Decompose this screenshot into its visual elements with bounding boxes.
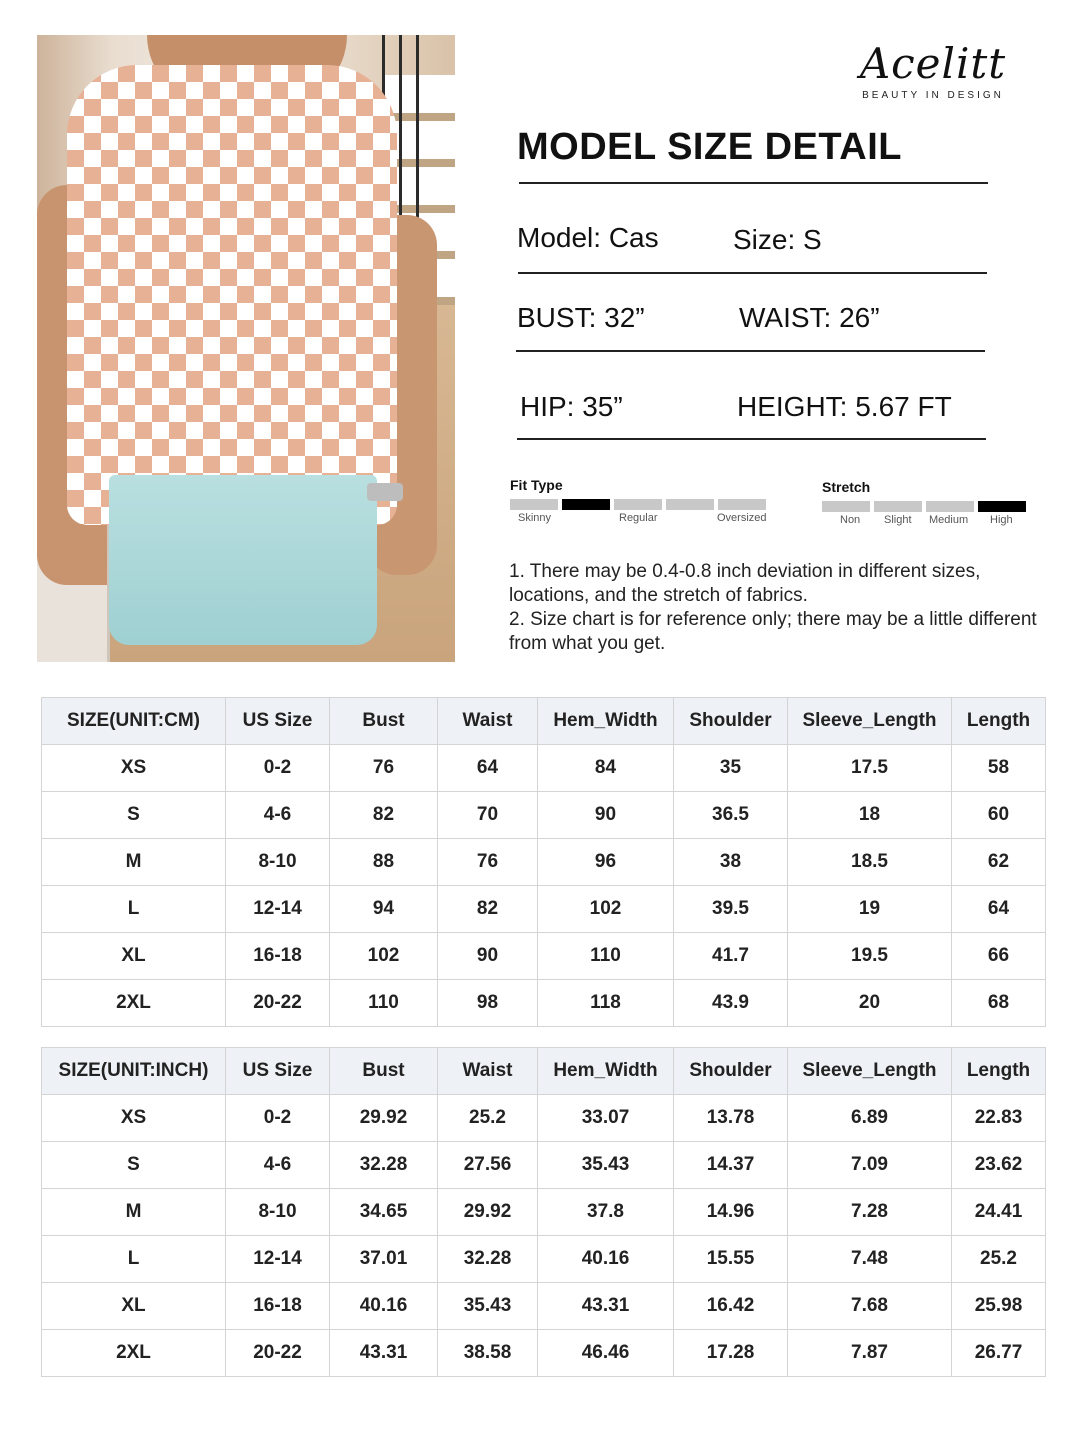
- column-header: Bust: [330, 1048, 438, 1095]
- table-cell: 12-14: [226, 1236, 330, 1283]
- table-cell: 76: [330, 745, 438, 792]
- table-header-row: [42, 1048, 1046, 1095]
- table-cell: 0-2: [226, 1095, 330, 1142]
- model-bust: BUST: 32”: [517, 302, 645, 333]
- fit-type-bars: [510, 499, 770, 510]
- table-row: [42, 933, 1046, 980]
- brand-tagline: BEAUTY IN DESIGN: [862, 90, 1004, 101]
- fit-type-segment: [718, 499, 766, 510]
- divider: [517, 438, 986, 440]
- column-header: US Size: [226, 1048, 330, 1095]
- fit-label-skinny: Skinny: [518, 512, 552, 524]
- divider: [519, 182, 988, 184]
- table-cell: 110: [330, 980, 438, 1027]
- table-cell: 96: [538, 839, 674, 886]
- stretch-segment: [926, 501, 974, 512]
- table-cell: 76: [438, 839, 538, 886]
- table-row: [42, 745, 1046, 792]
- note-2: 2. Size chart is for reference only; there may be a little different from what you get.: [509, 609, 1037, 654]
- table-row: [42, 1236, 1046, 1283]
- table-cell: 20: [788, 980, 952, 1027]
- table-cell: XS: [42, 745, 226, 792]
- size-table-cm: [41, 697, 1046, 1027]
- table-cell: 7.68: [788, 1283, 952, 1330]
- table-cell: 60: [952, 792, 1046, 839]
- table-row: [42, 792, 1046, 839]
- table-cell: 12-14: [226, 886, 330, 933]
- table-cell: 36.5: [674, 792, 788, 839]
- product-photo: [37, 35, 455, 662]
- table-cell: 14.96: [674, 1189, 788, 1236]
- table-cell: 4-6: [226, 792, 330, 839]
- stretch-segment: [822, 501, 870, 512]
- table-cell: L: [42, 886, 226, 933]
- table-cell: 94: [330, 886, 438, 933]
- model-waist: WAIST: 26”: [739, 302, 880, 333]
- fit-type-segment-active: [562, 499, 610, 510]
- table-cell: 26.77: [952, 1330, 1046, 1377]
- note-1: 1. There may be 0.4-0.8 inch deviation in different sizes, locations, and the stretch of fabrics.: [509, 561, 981, 606]
- table-row: [42, 1189, 1046, 1236]
- table-cell: 118: [538, 980, 674, 1027]
- table-cell: 38: [674, 839, 788, 886]
- checkered-tshirt: [67, 65, 397, 525]
- table-cell: 64: [952, 886, 1046, 933]
- table-cell: 70: [438, 792, 538, 839]
- stretch-segment-active: [978, 501, 1026, 512]
- table-cell: 24.41: [952, 1189, 1046, 1236]
- model-height: HEIGHT: 5.67 FT: [737, 391, 952, 422]
- table-cell: 40.16: [538, 1236, 674, 1283]
- table-cell: 43.31: [330, 1330, 438, 1377]
- column-header: Length: [952, 698, 1046, 745]
- brand-logo: [828, 40, 1038, 101]
- column-header: Sleeve_Length: [788, 1048, 952, 1095]
- table-cell: 18.5: [788, 839, 952, 886]
- column-header: Sleeve_Length: [788, 698, 952, 745]
- table-cell: 25.2: [438, 1095, 538, 1142]
- stretch-bars: [822, 501, 1032, 512]
- table-cell: 90: [438, 933, 538, 980]
- column-header: Waist: [438, 698, 538, 745]
- table-cell: 62: [952, 839, 1046, 886]
- table-cell: 37.8: [538, 1189, 674, 1236]
- column-header: Hem_Width: [538, 698, 674, 745]
- table-cell: 27.56: [438, 1142, 538, 1189]
- table-cell: M: [42, 839, 226, 886]
- column-header: SIZE(UNIT:INCH): [42, 1048, 226, 1095]
- table-row: [42, 980, 1046, 1027]
- table-cell: 22.83: [952, 1095, 1046, 1142]
- table-cell: 64: [438, 745, 538, 792]
- section-title: MODEL SIZE DETAIL: [517, 126, 902, 168]
- fit-type-segment: [614, 499, 662, 510]
- table-cell: 2XL: [42, 1330, 226, 1377]
- table-cell: 102: [538, 886, 674, 933]
- stretch-label-medium: Medium: [929, 514, 969, 526]
- fit-type-title: Fit Type: [510, 477, 563, 493]
- stretch-label-slight: Slight: [884, 514, 912, 526]
- table-cell: 46.46: [538, 1330, 674, 1377]
- table-cell: 20-22: [226, 1330, 330, 1377]
- divider: [518, 272, 987, 274]
- table-header-row: [42, 698, 1046, 745]
- fit-type-scale: [510, 477, 770, 528]
- wristwatch: [367, 483, 403, 501]
- table-cell: S: [42, 792, 226, 839]
- table-cell: 19.5: [788, 933, 952, 980]
- brand-name: Acelitt: [859, 39, 1007, 88]
- table-row: [42, 1142, 1046, 1189]
- table-cell: XL: [42, 1283, 226, 1330]
- table-cell: 15.55: [674, 1236, 788, 1283]
- table-cell: 17.5: [788, 745, 952, 792]
- table-cell: 37.01: [330, 1236, 438, 1283]
- table-row: [42, 839, 1046, 886]
- table-cell: 16-18: [226, 933, 330, 980]
- stretch-title: Stretch: [822, 479, 871, 495]
- table-cell: 39.5: [674, 886, 788, 933]
- table-cell: 8-10: [226, 839, 330, 886]
- table-cell: 41.7: [674, 933, 788, 980]
- table-cell: 25.98: [952, 1283, 1046, 1330]
- table-cell: S: [42, 1142, 226, 1189]
- table-cell: 18: [788, 792, 952, 839]
- table-cell: 82: [438, 886, 538, 933]
- table-cell: 58: [952, 745, 1046, 792]
- table-cell: 14.37: [674, 1142, 788, 1189]
- table-cell: 17.28: [674, 1330, 788, 1377]
- table-cell: 82: [330, 792, 438, 839]
- model-hip: HIP: 35”: [520, 391, 623, 422]
- table-cell: 7.48: [788, 1236, 952, 1283]
- table-cell: 23.62: [952, 1142, 1046, 1189]
- table-cell: 25.2: [952, 1236, 1046, 1283]
- table-cell: 32.28: [330, 1142, 438, 1189]
- table-cell: 66: [952, 933, 1046, 980]
- column-header: Shoulder: [674, 698, 788, 745]
- table-cell: 7.87: [788, 1330, 952, 1377]
- model-name: Model: Cas: [517, 222, 659, 253]
- column-header: Waist: [438, 1048, 538, 1095]
- table-cell: XL: [42, 933, 226, 980]
- table-cell: 110: [538, 933, 674, 980]
- table-cell: 84: [538, 745, 674, 792]
- column-header: Hem_Width: [538, 1048, 674, 1095]
- size-table-inch: [41, 1047, 1046, 1377]
- table-cell: 7.09: [788, 1142, 952, 1189]
- fit-type-segment: [666, 499, 714, 510]
- table-cell: 6.89: [788, 1095, 952, 1142]
- column-header: SIZE(UNIT:CM): [42, 698, 226, 745]
- table-cell: 16-18: [226, 1283, 330, 1330]
- table-cell: 29.92: [330, 1095, 438, 1142]
- fit-type-segment: [510, 499, 558, 510]
- table-cell: 35.43: [438, 1283, 538, 1330]
- table-cell: 13.78: [674, 1095, 788, 1142]
- stretch-scale: [822, 479, 1032, 530]
- table-cell: M: [42, 1189, 226, 1236]
- table-cell: 98: [438, 980, 538, 1027]
- table-cell: 35: [674, 745, 788, 792]
- stretch-segment: [874, 501, 922, 512]
- table-row: [42, 1330, 1046, 1377]
- column-header: Length: [952, 1048, 1046, 1095]
- fit-label-oversized: Oversized: [717, 512, 767, 524]
- table-cell: 102: [330, 933, 438, 980]
- table-cell: 43.9: [674, 980, 788, 1027]
- table-cell: 34.65: [330, 1189, 438, 1236]
- column-header: Bust: [330, 698, 438, 745]
- model-size: Size: S: [733, 224, 822, 255]
- denim-shorts: [109, 475, 377, 645]
- table-cell: 35.43: [538, 1142, 674, 1189]
- stretch-label-non: Non: [840, 514, 861, 526]
- table-cell: 19: [788, 886, 952, 933]
- table-cell: 0-2: [226, 745, 330, 792]
- table-cell: 29.92: [438, 1189, 538, 1236]
- table-cell: 32.28: [438, 1236, 538, 1283]
- table-cell: 33.07: [538, 1095, 674, 1142]
- table-cell: 7.28: [788, 1189, 952, 1236]
- column-header: US Size: [226, 698, 330, 745]
- table-cell: 38.58: [438, 1330, 538, 1377]
- size-notes: [509, 560, 1049, 656]
- table-cell: 43.31: [538, 1283, 674, 1330]
- table-cell: 16.42: [674, 1283, 788, 1330]
- table-cell: L: [42, 1236, 226, 1283]
- table-cell: XS: [42, 1095, 226, 1142]
- table-cell: 40.16: [330, 1283, 438, 1330]
- table-cell: 8-10: [226, 1189, 330, 1236]
- stretch-label-high: High: [990, 514, 1013, 526]
- divider: [516, 350, 985, 352]
- table-cell: 20-22: [226, 980, 330, 1027]
- table-cell: 88: [330, 839, 438, 886]
- fit-label-regular: Regular: [619, 512, 658, 524]
- table-cell: 2XL: [42, 980, 226, 1027]
- table-cell: 4-6: [226, 1142, 330, 1189]
- table-row: [42, 1283, 1046, 1330]
- table-cell: 68: [952, 980, 1046, 1027]
- table-cell: 90: [538, 792, 674, 839]
- table-row: [42, 886, 1046, 933]
- column-header: Shoulder: [674, 1048, 788, 1095]
- table-row: [42, 1095, 1046, 1142]
